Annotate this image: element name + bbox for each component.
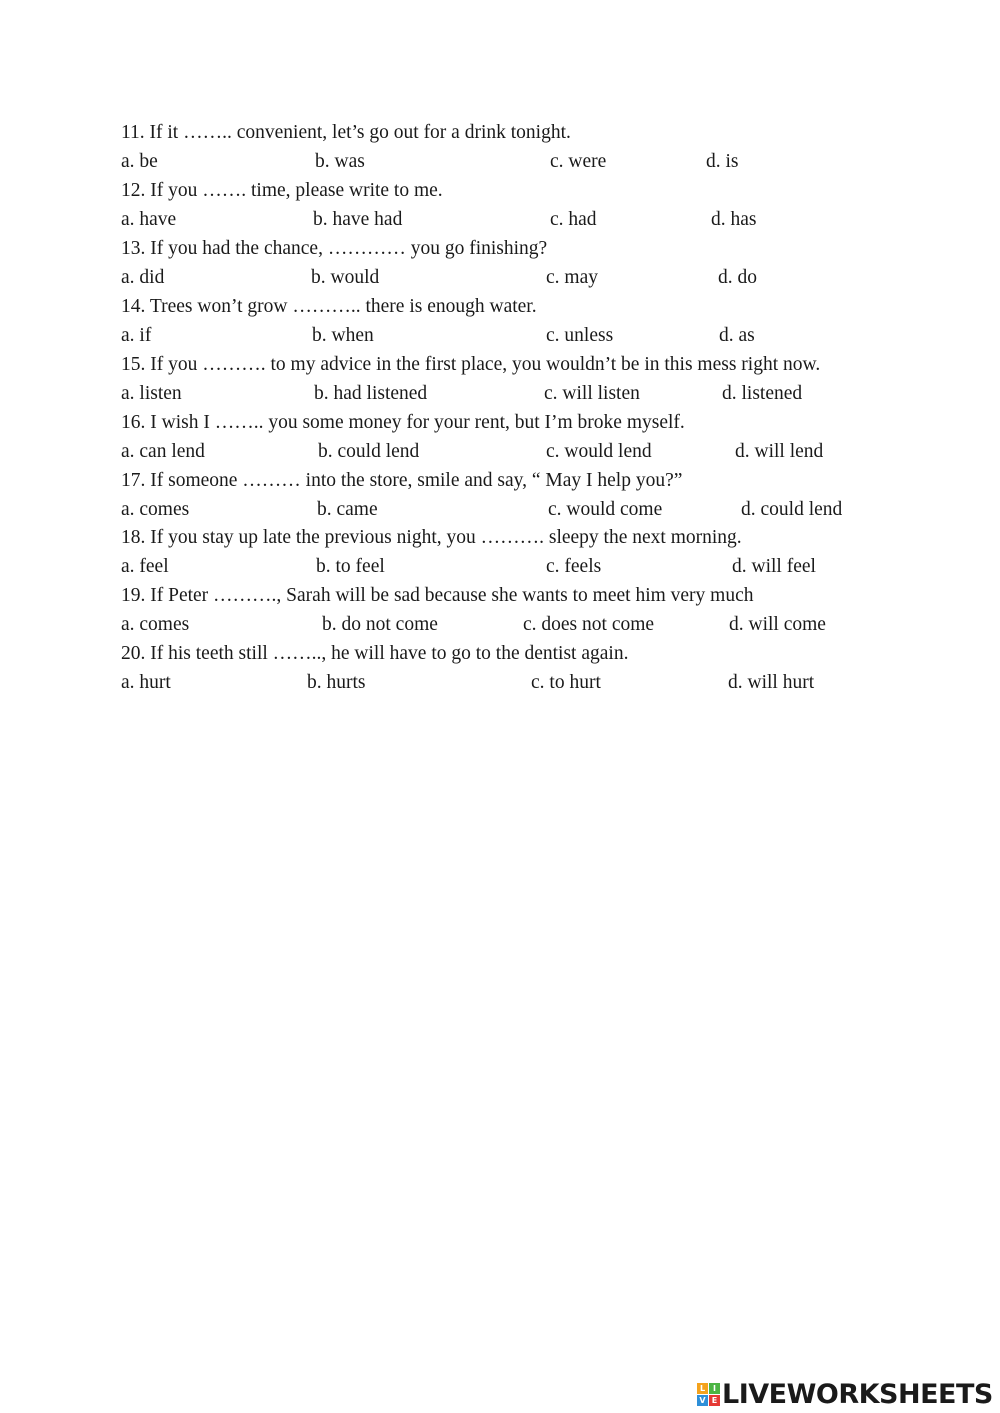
option-b[interactable]: b. came [317, 499, 378, 520]
option-c[interactable]: c. does not come [523, 614, 655, 635]
option-c[interactable]: c. had [550, 209, 597, 230]
option-b[interactable]: b. would [311, 267, 380, 288]
question-17: 17. If someone ……… into the store, smile and say, “ May I help you?” [121, 470, 683, 491]
question-14: 14. Trees won’t grow ……….. there is enough water. [121, 296, 537, 317]
option-d[interactable]: d. will hurt [728, 672, 815, 693]
option-d[interactable]: d. listened [722, 383, 803, 404]
logo-mark-l: L [697, 1383, 708, 1394]
option-a[interactable]: a. be [121, 151, 158, 172]
question-13: 13. If you had the chance, ………… you go finishing? [121, 238, 548, 259]
option-a[interactable]: a. comes [121, 499, 190, 520]
question-18: 18. If you stay up late the previous night, you ………. sleepy the next morning. [121, 527, 742, 548]
option-d[interactable]: d. as [719, 325, 755, 346]
question-12: 12. If you ……. time, please write to me. [121, 180, 443, 201]
option-d[interactable]: d. do [718, 267, 757, 288]
option-d[interactable]: d. will lend [735, 441, 824, 462]
logo-mark-icon [697, 1383, 720, 1406]
question-20: 20. If his teeth still …….., he will have to go to the dentist again. [121, 643, 629, 664]
option-d[interactable]: d. could lend [741, 499, 843, 520]
logo-mark-i: I [709, 1383, 720, 1394]
question-16: 16. I wish I …….. you some money for your rent, but I’m broke myself. [121, 412, 685, 433]
option-c[interactable]: c. would come [548, 499, 663, 520]
option-c[interactable]: c. were [550, 151, 607, 172]
option-d[interactable]: d. will come [729, 614, 826, 635]
option-b[interactable]: b. could lend [318, 441, 420, 462]
option-d[interactable]: d. has [711, 209, 757, 230]
question-11: 11. If it …….. convenient, let’s go out for a drink tonight. [121, 122, 571, 143]
option-b[interactable]: b. hurts [307, 672, 366, 693]
option-b[interactable]: b. do not come [322, 614, 438, 635]
option-a[interactable]: a. listen [121, 383, 182, 404]
option-a[interactable]: a. have [121, 209, 177, 230]
option-d[interactable]: d. will feel [732, 556, 816, 577]
logo-mark-e: E [709, 1395, 720, 1406]
option-a[interactable]: a. did [121, 267, 165, 288]
option-a[interactable]: a. if [121, 325, 152, 346]
option-d[interactable]: d. is [706, 151, 739, 172]
option-b[interactable]: b. had listened [314, 383, 428, 404]
logo-mark-v: V [697, 1395, 708, 1406]
option-b[interactable]: b. have had [313, 209, 403, 230]
option-a[interactable]: a. comes [121, 614, 190, 635]
option-c[interactable]: c. to hurt [531, 672, 601, 693]
logo-text: LIVEWORKSHEETS [722, 1378, 993, 1410]
option-a[interactable]: a. can lend [121, 441, 205, 462]
option-b[interactable]: b. when [312, 325, 374, 346]
option-c[interactable]: c. unless [546, 325, 614, 346]
option-a[interactable]: a. feel [121, 556, 169, 577]
liveworksheets-logo [697, 1376, 993, 1412]
question-19: 19. If Peter ………., Sarah will be sad because she wants to meet him very much [121, 585, 754, 606]
option-a[interactable]: a. hurt [121, 672, 171, 693]
option-b[interactable]: b. was [315, 151, 365, 172]
option-c[interactable]: c. feels [546, 556, 602, 577]
option-c[interactable]: c. will listen [544, 383, 640, 404]
option-c[interactable]: c. may [546, 267, 598, 288]
option-c[interactable]: c. would lend [546, 441, 652, 462]
option-b[interactable]: b. to feel [316, 556, 385, 577]
question-15: 15. If you ………. to my advice in the first place, you wouldn’t be in this mess right now. [121, 354, 821, 375]
